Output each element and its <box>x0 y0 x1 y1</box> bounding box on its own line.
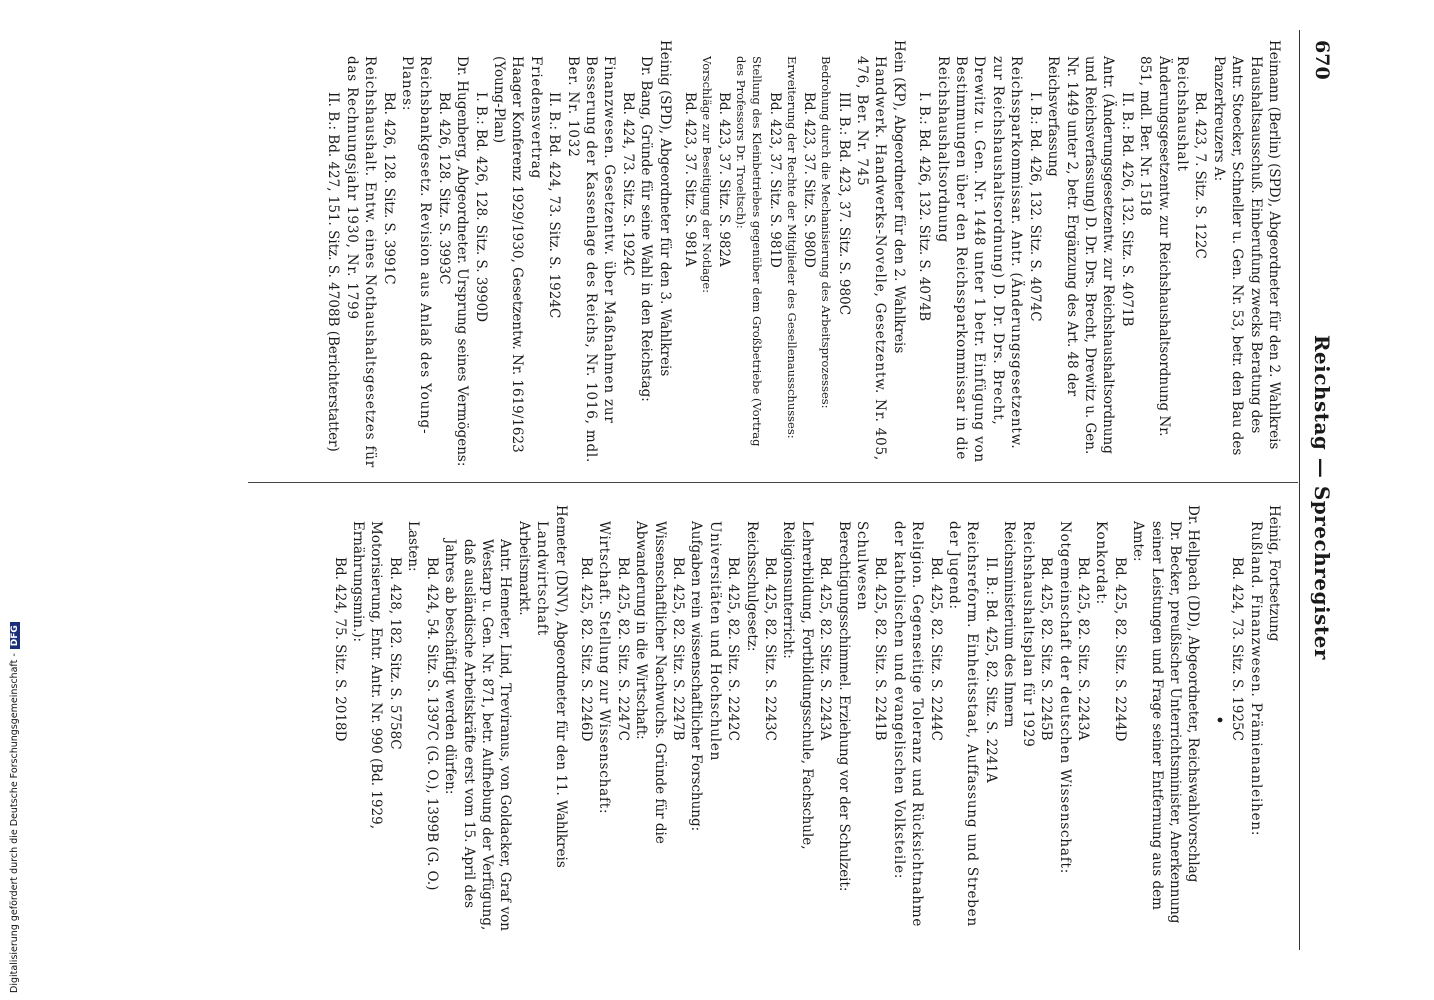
register-line: Notgemeinschaft der deutschen Wissenschaft: <box>1056 521 1073 875</box>
register-line: Bd. 423, 37. Sitz. S. 982A <box>716 92 733 267</box>
register-line: Bd. 425, 82. Sitz. S. 2247B <box>670 557 686 741</box>
header-rule <box>1299 30 1300 950</box>
register-line: Bd. 426, 128. Sitz. S. 3991C <box>380 92 397 285</box>
right-column <box>330 505 1290 935</box>
page-header <box>1302 40 1342 955</box>
register-line: Bd. 425, 82. Sitz. S. 2243A <box>1074 557 1091 741</box>
register-line: Reichsministerium des Innern <box>1001 521 1018 728</box>
register-line: I. B.: Bd. 426, 128. Sitz. S. 3990D <box>472 92 489 323</box>
register-line: Lehrerbildung, Fortbildungsschule, Fachschule, Religionsunterricht: <box>780 521 815 850</box>
register-line: I. B.: Bd. 426, 132. Sitz. S. 4074B <box>916 92 933 322</box>
register-line: Bd. 425, 82. Sitz. S. 2244D <box>1111 557 1128 742</box>
register-line: Reichsschulgesetz: <box>743 521 760 652</box>
register-line: Haager Konferenz 1929/1930, Gesetzentw. Nr. 1619/1623 (Young-Plan) <box>490 56 526 453</box>
register-line: Bedrohung durch die Mechanisierung des Arbeitsprozesses: <box>819 56 834 409</box>
register-line: Handwerk. Handwerks-Novelle, Gesetzentw. Nr. 405, 476, Ber. Nr. 745 <box>854 56 889 462</box>
register-line: Bd. 425, 82. Sitz. S. 2245B <box>1038 557 1055 741</box>
register-entry-heading: Heimann (Berlin) (SPD), Abgeordneter für den 2. Wahlkreis <box>1266 40 1282 450</box>
register-line: II. B.: Bd. 424, 73. Sitz. S. 1924C <box>546 92 563 319</box>
register-entry-heading: Hemeter (DNV), Abgeordneter für den 11. Wahlkreis <box>552 505 569 868</box>
register-line: Bd. 424, 75. Sitz. S. 2018D <box>331 557 348 742</box>
running-title: Reichstag — Sprechregister <box>1310 334 1334 660</box>
register-line: Bd. 425, 82. Sitz. S. 2244C <box>927 557 944 741</box>
register-line: Aufgaben rein wissenschaftlicher Forschung: <box>688 521 705 832</box>
register-line: Bd. 425, 82. Sitz. S. 2247C <box>614 557 631 741</box>
register-line: Bd. 423, 37. Sitz. S. 980D <box>801 92 818 268</box>
register-line: Reichssparkommissar. Antr. (Änderungsgesetzentw. zur Reichshaushaltsordnung) D. Dr. Drs. Brecht, Drewitz u. Gen. Nr. 1448 unter 1 betr. Einfügung von Bestimmungen über den Reichssparkommissar in die Reichshaushaltsordnung <box>934 56 1025 463</box>
register-line: Lasten: <box>405 521 422 572</box>
register-line: Universitäten und Hochschulen <box>706 521 723 762</box>
register-line: Reichsreform. Einheitsstaat, Auffassung und Streben der Jugend: <box>946 521 981 927</box>
register-entry-heading: Dr. Hellpach (DD), Abgeordneter, Reichswahlvorschlag <box>1185 505 1202 883</box>
register-line: Bd. 425, 82. Sitz. S. 2243C <box>762 557 779 741</box>
register-entry-heading: Heinig, Fortsetzung <box>1266 505 1282 642</box>
register-line: Erweiterung der Rechte der Mitglieder des Gesellenausschusses: <box>784 56 799 439</box>
register-line: Reichshaushalt. Entw. eines Nothaushaltsgesetzes für das Rechnungsjahr 1930, Nr. 1799 <box>343 56 379 468</box>
register-line: Friedensvertrag <box>527 56 544 180</box>
digitization-credit <box>6 18 22 993</box>
register-line: Bd. 423, 7. Sitz. S. 122C <box>1192 92 1209 259</box>
register-line: Bd. 424, 73. Sitz. S. 1925C <box>1229 557 1246 741</box>
register-line: II. B.: Bd. 427, 151. Sitz. S. 4708B (Berichterstatter) <box>325 92 342 452</box>
register-line: Bd. 425, 82. Sitz. S. 2242C <box>725 557 742 741</box>
page-number: 670 <box>1311 40 1333 80</box>
register-line: Landwirtschaft <box>534 521 551 636</box>
register-line: • <box>1210 715 1227 725</box>
document-page <box>60 0 1350 980</box>
register-line: Dr. Hugenberg, Abgeordneter. Ursprung seines Vermögens: <box>454 56 471 467</box>
register-line: Antr. (Änderungsgesetzentw. zur Reichshaushaltsordnung und Reichsverfassung) D. Dr. Drs. Brecht, Drewitz u. Gen. Nr. 1449 unter 2, betr. Ergänzung des Art. 48 der Reichsverfassung <box>1045 56 1117 455</box>
credit-line <box>9 33 20 993</box>
register-line: Schulwesen <box>854 521 871 611</box>
register-line: Wirtschaft. Stellung zur Wissenschaft: <box>596 521 613 815</box>
register-line: Bd. 428, 182. Sitz. S. 5758C <box>386 557 403 750</box>
register-line: Reichsbankgesetz. Revision aus Anlaß des Young-Planes: <box>398 56 434 435</box>
register-line: Berechtigungsschimmel. Erziehung vor der Schulzeit: <box>835 521 852 892</box>
register-line: II. B.: Bd. 425, 82. Sitz. S. 2241A <box>982 557 999 783</box>
register-line: Haushaltsausschuß. Einberufung zwecks Beratung des Antr. Stoecker, Schneller u. Gen. Nr. 53, betr. den Bau des Panzerkreuzers A: <box>1210 56 1264 456</box>
register-line: Bd. 426, 128. Sitz. S. 3993C <box>435 92 452 285</box>
register-line: Stellung des Kleinbetriebes gegenüber dem Großbetriebe (Vortrag des Professors Dr. Troeltsch): <box>734 56 765 447</box>
register-line: Änderungsgesetzentw. zur Reichshaushaltsordnung Nr. 851, mdl. Ber. Nr. 1518 <box>1137 56 1172 437</box>
register-line: Religion. Gegenseitige Toleranz und Rücksichtnahme der katholischen und evangelischen Volksteile: <box>890 521 926 928</box>
register-line: Finanzwesen. Gesetzentw. über Maßnahmen zur Besserung der Kassenlage des Reichs, Nr. 1016, mdl. Ber. Nr. 1032 <box>564 56 618 464</box>
register-line: Wissenschaftlicher Nachwuchs. Gründe für die Abwanderung in die Wirtschaft: <box>633 521 668 844</box>
register-line: II. B.: Bd. 426, 132. Sitz. S. 4071B <box>1118 92 1135 327</box>
register-line: Bd. 424, 73. Sitz. S. 1924C <box>619 92 636 276</box>
register-line: Rußland. Finanzwesen. Prämienanleihen: <box>1247 521 1264 837</box>
register-line: Bd. 425, 82. Sitz. S. 2241B <box>872 557 889 741</box>
column-divider <box>248 482 1298 483</box>
register-line: Antr. Hemeter, Lind, Treviranus, von Goldacker, Graf von Westarp u. Gen. Nr. 871, betr. Aufhebung der Verfügung, daß ausländische Arbeitskräfte erst vom 15. April des Jahres ab beschäftigt werden dürfen: <box>442 539 514 931</box>
register-line: Motorisierung, Entr. Antr. Nr. 990 (Bd. 1929, Ernährungsmin.): <box>350 521 385 830</box>
register-line: I. B.: Bd. 426, 132. Sitz. S. 4074C <box>1026 92 1043 322</box>
register-line: III. B.: Bd. 423, 37. Sitz. S. 980C <box>835 92 852 316</box>
register-line: Arbeitsmarkt. <box>515 521 532 616</box>
register-line: Dr. Bang, Gründe für seine Wahl in den Reichstag: <box>638 56 655 402</box>
register-entry-heading: Hein (KP), Abgeordneter für den 2. Wahlkreis <box>890 40 907 354</box>
dfg-logo: DFG <box>10 622 20 649</box>
register-line: Reichshaushaltsplan für 1929 <box>1019 521 1036 748</box>
credit-text: Digitalisierung gefördert durch die Deutsche Forschungsgemeinschaft - <box>9 653 20 993</box>
register-line: Reichshaushalt <box>1173 56 1190 172</box>
register-line: Bd. 423, 37. Sitz. S. 981A <box>682 92 699 267</box>
register-line: Bd. 425, 82. Sitz. S. 2243A <box>817 557 834 741</box>
register-line: Bd. 423, 37. Sitz. S. 981D <box>766 92 783 268</box>
register-line: Vorschläge zur Beseitigung der Notlage: <box>700 56 715 294</box>
register-line: Bd. 424, 54. Sitz. S. 1397C (G. O.), 1399B (G. O.) <box>423 557 440 891</box>
left-column <box>324 40 1290 470</box>
register-line: Konkordat: <box>1093 521 1110 605</box>
register-entry-heading: Heinig (SPD), Abgeordneter für den 3. Wahlkreis <box>656 40 673 377</box>
register-line: Dr. Becker, preußischer Unterrichtsminister, Anerkennung seiner Leistungen und Frage seiner Entfernung aus dem Amte: <box>1130 521 1183 924</box>
register-line: Bd. 425, 82. Sitz. S. 2246D <box>577 557 594 742</box>
